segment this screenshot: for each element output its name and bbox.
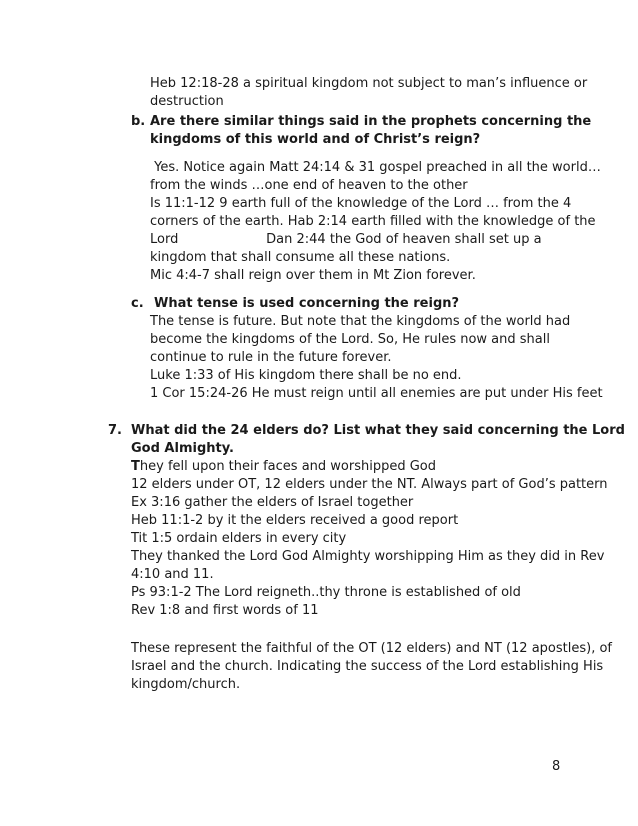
summary-7 bbox=[131, 640, 612, 694]
answer-b bbox=[150, 159, 601, 285]
answer-line: Yes. Notice again Matt 24:14 & 31 gospel preached in all the world… bbox=[150, 160, 601, 175]
page-number: 8 bbox=[552, 759, 561, 774]
question-b bbox=[150, 113, 591, 149]
question-c bbox=[154, 295, 459, 313]
answer-line: kingdom that shall consume all these nations. bbox=[150, 250, 451, 265]
answer-line: Ex 3:16 gather the elders of Israel together bbox=[131, 495, 414, 510]
question-line: Are there similar things said in the prophets concerning the bbox=[150, 114, 592, 129]
text-line: Heb 12:18-28 a spiritual kingdom not subject to man’s influence or bbox=[150, 76, 588, 91]
question-line: kingdoms of this world and of Christ’s reign? bbox=[150, 132, 481, 147]
summary-line: kingdom/church. bbox=[131, 677, 241, 692]
list-marker-b: b. bbox=[131, 114, 146, 129]
answer-line: 4:10 and 11. bbox=[131, 567, 214, 582]
question-7 bbox=[131, 422, 625, 458]
question-line: What did the 24 elders do? List what they said concerning the Lord bbox=[131, 423, 625, 438]
answer-split-left: Lord bbox=[150, 232, 179, 247]
answer-split-line bbox=[150, 231, 601, 249]
text-line: destruction bbox=[150, 94, 224, 109]
answer-line: Luke 1:33 of His kingdom there shall be no end. bbox=[150, 368, 462, 383]
answer-line: Rev 1:8 and first words of 11 bbox=[131, 603, 319, 618]
question-line: What tense is used concerning the reign? bbox=[154, 296, 460, 311]
answer-line: corners of the earth. Hab 2:14 earth filled with the knowledge of the bbox=[150, 214, 596, 229]
summary-line: Israel and the church. Indicating the success of the Lord establishing His bbox=[131, 659, 604, 674]
answer-7 bbox=[131, 458, 608, 620]
answer-line: Heb 11:1-2 by it the elders received a good report bbox=[131, 513, 459, 528]
answer-line: Mic 4:4-7 shall reign over them in Mt Zion forever. bbox=[150, 268, 476, 283]
answer-c bbox=[150, 313, 603, 403]
answer-line: from the winds …one end of heaven to the other bbox=[150, 178, 468, 193]
list-marker-c: c. bbox=[131, 296, 144, 311]
list-marker-7: 7. bbox=[108, 423, 122, 438]
answer-first-line bbox=[131, 458, 608, 476]
answer-line: Tit 1:5 ordain elders in every city bbox=[131, 531, 347, 546]
answer-line: They thanked the Lord God Almighty worshipping Him as they did in Rev bbox=[131, 549, 605, 564]
answer-first-rest: hey fell upon their faces and worshipped God bbox=[139, 459, 437, 474]
answer-line: 12 elders under OT, 12 elders under the NT. Always part of God’s pattern bbox=[131, 477, 608, 492]
question-line: God Almighty. bbox=[131, 441, 234, 456]
answer-line: The tense is future. But note that the kingdoms of the world had bbox=[150, 314, 571, 329]
answer-line: become the kingdoms of the Lord. So, He rules now and shall bbox=[150, 332, 550, 347]
answer-split-right: Dan 2:44 the God of heaven shall set up a bbox=[266, 232, 542, 247]
answer-line: Ps 93:1-2 The Lord reigneth..thy throne is established of old bbox=[131, 585, 521, 600]
answer-line: Is 11:1-12 9 earth full of the knowledge of the Lord … from the 4 bbox=[150, 196, 572, 211]
drop-letter: T bbox=[131, 459, 140, 474]
answer-line: continue to rule in the future forever. bbox=[150, 350, 392, 365]
answer-line: 1 Cor 15:24-26 He must reign until all enemies are put under His feet bbox=[150, 386, 603, 401]
summary-line: These represent the faithful of the OT (12 elders) and NT (12 apostles), of bbox=[131, 641, 612, 656]
section-a-text bbox=[150, 75, 587, 111]
